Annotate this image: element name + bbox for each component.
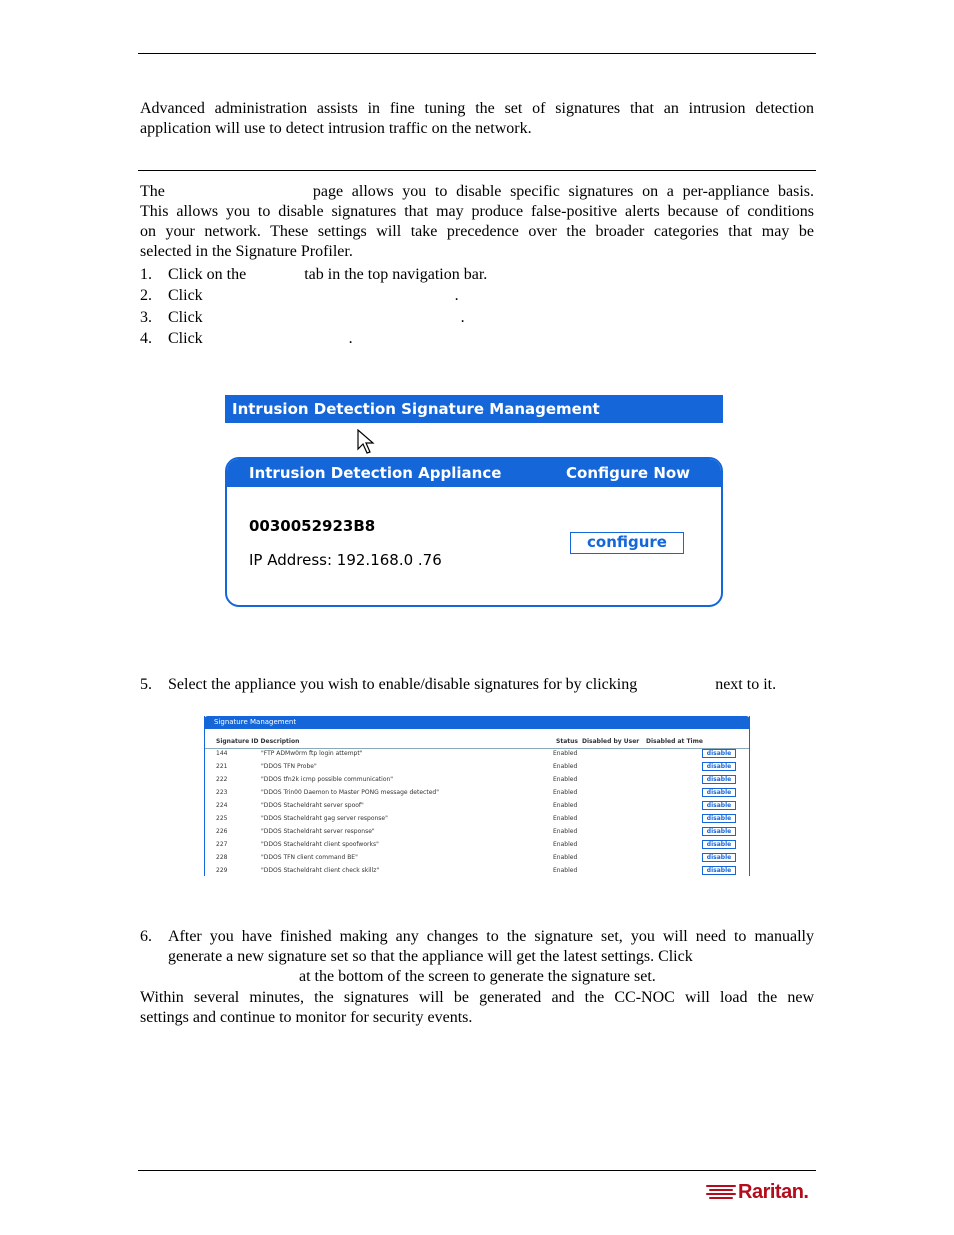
disable-button[interactable]: disable: [702, 762, 736, 771]
table-row: 226 "DDOS Stacheldraht server response" Enabled disable: [205, 825, 749, 838]
step-5: 5. Select the appliance you wish to enable/disable signatures for by clicking next to it.: [140, 676, 777, 693]
header-rule: [138, 53, 816, 54]
table-row: 221 "DDOS TFN Probe" Enabled disable: [205, 760, 749, 773]
closing-paragraph: Within several minutes, the signatures will be generated and the CC-NOC will load the new settings and continue to monitor for security events.: [140, 989, 814, 1026]
signature-management-screenshot: [225, 395, 723, 610]
table-row: 224 "DDOS Stacheldraht server spoof" Enabled disable: [205, 799, 749, 812]
table-row: 229 "DDOS Stacheldraht client check skillz" Enabled disable: [205, 864, 749, 877]
column-appliance: Intrusion Detection Appliance: [249, 464, 502, 482]
raritan-logo-icon: [706, 1183, 736, 1203]
appliance-panel-header: [227, 459, 721, 487]
table-row: 144 "FTP ADMw0rm ftp login attempt" Enabled disable: [205, 747, 749, 760]
signature-list-screenshot: [204, 716, 750, 876]
disable-button[interactable]: disable: [702, 866, 736, 875]
section-paragraph: The page allows you to disable specific signatures on a per-appliance basis. This allows you to disable signatures that may produce false-positive alerts because of conditions on your network. These settings will take precedence over the broader categories that may be selected in the Signature Profiler.: [140, 183, 814, 260]
panel-title: Intrusion Detection Signature Management: [225, 395, 723, 423]
disable-button[interactable]: disable: [702, 840, 736, 849]
signature-list-title: Signature Management: [204, 716, 750, 729]
disable-button[interactable]: disable: [702, 775, 736, 784]
step-1: 1. Click on the tab in the top navigation bar.: [140, 266, 488, 283]
disable-button[interactable]: disable: [702, 788, 736, 797]
disable-button[interactable]: disable: [702, 749, 736, 758]
table-row: 227 "DDOS Stacheldraht client spoofworks" Enabled disable: [205, 838, 749, 851]
step-3: 3. Click .: [140, 309, 465, 326]
table-row: 225 "DDOS Stacheldraht gag server response" Enabled disable: [205, 812, 749, 825]
mouse-cursor-icon: [357, 429, 375, 455]
step-6: 6. After you have finished making any changes to the signature set, you will need to manually generate a new signature set so that the appliance will get the latest settings. Click at the bottom of the screen to generate the signature set.: [140, 928, 814, 985]
disable-button[interactable]: disable: [702, 827, 736, 836]
raritan-logo: Raritan.: [706, 1180, 816, 1204]
signature-table-header: Signature ID Description Status Disabled by User Disabled at Time: [205, 738, 749, 749]
section-rule: [138, 170, 816, 171]
column-configure-now: Configure Now: [566, 464, 691, 482]
footer-rule: [138, 1170, 816, 1171]
appliance-ip: IP Address: 192.168.0 .76: [249, 551, 442, 569]
table-row: 223 "DDOS Trin00 Daemon to Master PONG message detected" Enabled disable: [205, 786, 749, 799]
appliance-panel: [225, 457, 723, 607]
table-row: 222 "DDOS tfn2k icmp possible communication" Enabled disable: [205, 773, 749, 786]
appliance-id: 0030052923B8: [249, 517, 376, 535]
disable-button[interactable]: disable: [702, 814, 736, 823]
disable-button[interactable]: disable: [702, 853, 736, 862]
step-2: 2. Click .: [140, 287, 459, 304]
disable-button[interactable]: disable: [702, 801, 736, 810]
configure-button[interactable]: configure: [570, 532, 684, 554]
step-4: 4. Click .: [140, 330, 353, 347]
intro-paragraph: Advanced administration assists in fine tuning the set of signatures that an intrusion detection application will use to detect intrusion traffic on the network.: [140, 100, 814, 137]
table-row: 228 "DDOS TFN client command BE" Enabled disable: [205, 851, 749, 864]
